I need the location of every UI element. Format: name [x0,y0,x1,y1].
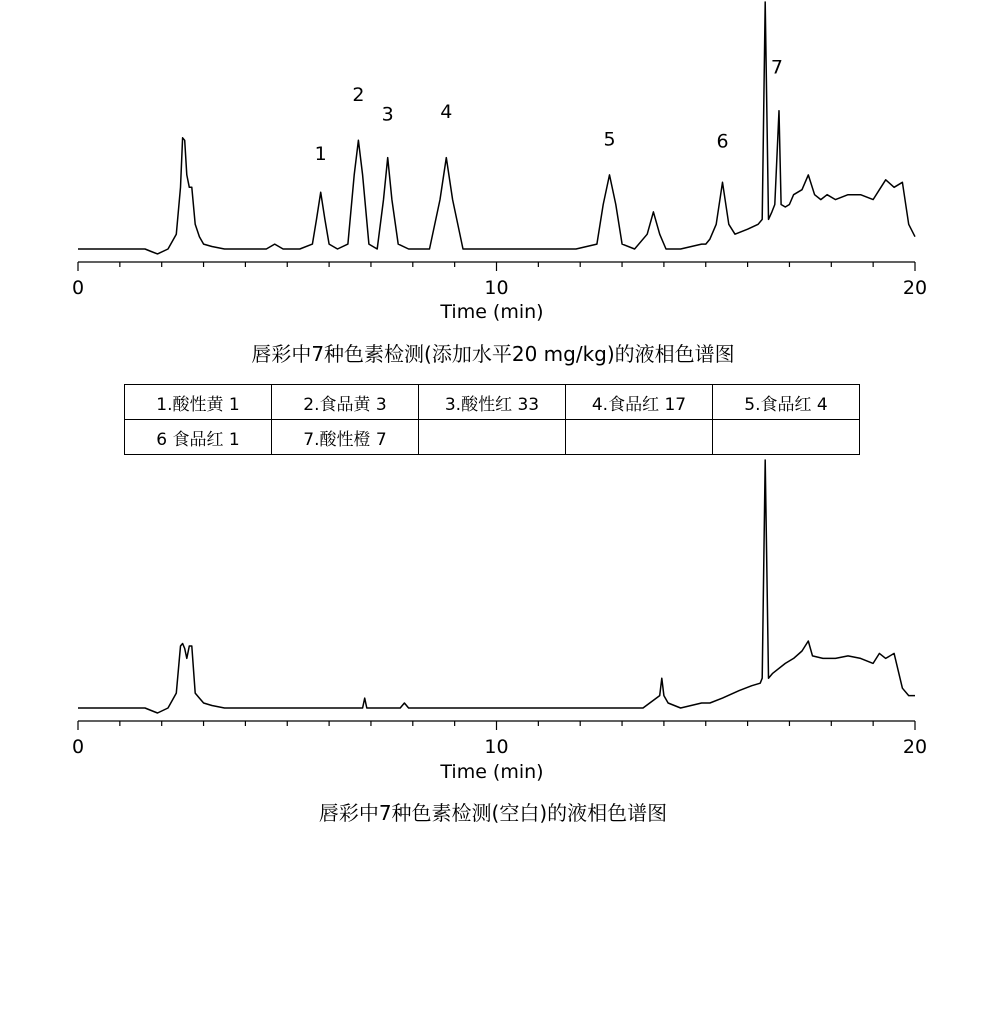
table-cell [566,420,713,455]
peak-label: 1 [314,143,327,166]
peak-label: 7 [770,56,783,79]
peak-label: 2 [352,83,365,106]
table-cell: 3.酸性红 33 [419,385,566,420]
peak-legend-table [124,384,860,455]
chromatogram-trace [78,2,915,254]
table-cell: 2.食品黄 3 [272,385,419,420]
x-axis-label: Time (min) [440,301,544,323]
table-cell: 7.酸性橙 7 [272,420,419,455]
chromatogram-trace [78,460,915,713]
chart-1 [0,0,986,330]
table-cell: 4.食品红 17 [566,385,713,420]
x-axis-label: Time (min) [440,761,544,783]
x-tick-label: 10 [484,277,509,299]
x-tick-label: 0 [71,277,85,299]
table-cell: 5.食品红 4 [713,385,860,420]
peak-label: 4 [440,101,453,124]
x-tick-label: 20 [902,736,928,758]
peak-label: 3 [381,103,394,126]
x-tick-label: 10 [484,736,509,758]
table-cell: 6 食品红 1 [125,420,272,455]
chart-title: 唇彩中7种色素检测(空白)的液相色谱图 [318,801,668,825]
peak-label: 5 [603,128,616,151]
peak-label: 6 [716,130,729,153]
x-tick-label: 20 [902,277,928,299]
table-cell [419,420,566,455]
chart-title: 唇彩中7种色素检测(添加水平20 mg/kg)的液相色谱图 [251,342,735,366]
table-row [125,385,860,420]
table-cell: 1.酸性黄 1 [125,385,272,420]
table-row [125,420,860,455]
chart-2 [0,455,986,785]
table-cell [713,420,860,455]
x-tick-label: 0 [71,736,85,758]
